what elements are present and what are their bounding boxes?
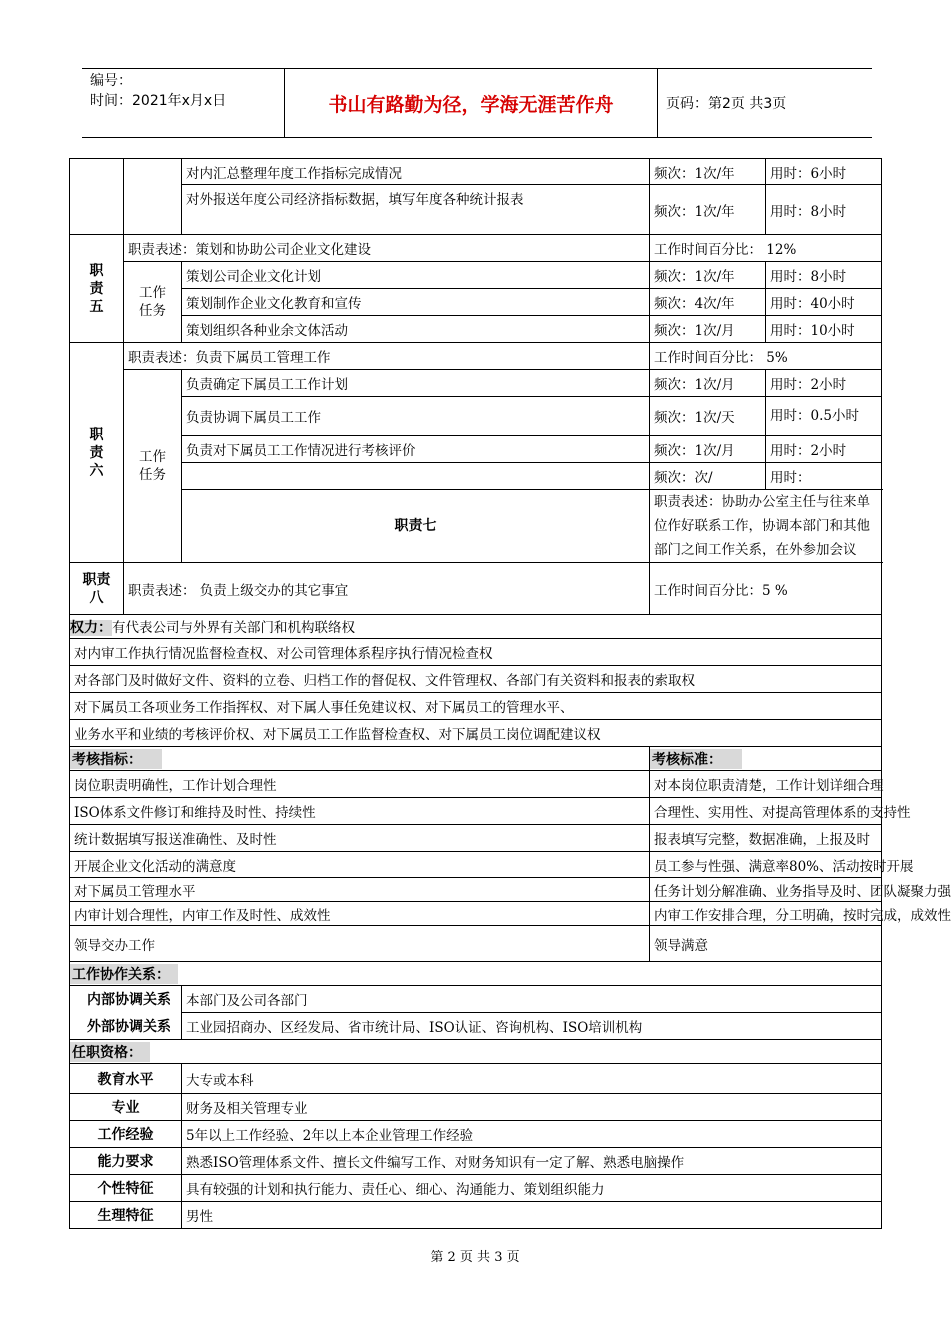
cooperation-value: 工业园招商办、区经发局、省市统计局、ISO认证、咨询机构、ISO培训机构 (182, 1013, 882, 1040)
table-row (70, 1175, 882, 1202)
page-header (82, 68, 872, 138)
task-time: 用时： (766, 463, 882, 490)
task-text: 策划组织各种业余文体活动 (182, 316, 650, 343)
cooperation-value: 本部门及公司各部门 (182, 986, 882, 1013)
table-row (70, 262, 882, 289)
authority-line: 对下属员工各项业务工作指挥权、对下属人事任免建议权、对下属员工的管理水平、 (70, 693, 882, 720)
table-row (70, 666, 882, 693)
duty-description: 职责表述：策划和协助公司企业文化建设 (124, 235, 650, 262)
assessment-standard: 员工参与性强、满意率80%、活动按时开展 (650, 852, 882, 878)
table-row (70, 926, 882, 962)
task-time: 用时：10小时 (766, 316, 882, 343)
table-row (70, 289, 882, 316)
table-row (70, 1064, 882, 1094)
table-row (70, 397, 882, 436)
table-row (70, 1121, 882, 1148)
table-row (70, 235, 882, 262)
table-row (70, 370, 882, 397)
table-row (70, 693, 882, 720)
assessment-indicator: ISO体系文件修订和维持及时性、持续性 (70, 798, 650, 825)
indicator-header-cell (70, 747, 650, 771)
authority-line: 对内审工作执行情况监督检查权、对公司管理体系程序执行情况检查权 (70, 639, 882, 666)
task-text: 策划公司企业文化计划 (182, 262, 650, 289)
table-row (70, 316, 882, 343)
qualification-value: 熟悉ISO管理体系文件、擅长文件编写工作、对财务知识有一定了解、熟悉电脑操作 (182, 1148, 882, 1175)
duty-description: 职责表述：协助办公室主任与往来单位作好联系工作，协调本部门和其他部门之间工作关系，在外参加会议 (650, 490, 882, 563)
task-frequency: 频次：次/ (650, 463, 766, 490)
duty-label: 职责八 (70, 563, 124, 615)
task-time: 用时：6小时 (766, 159, 882, 185)
assessment-standard: 领导满意 (650, 926, 882, 962)
qualification-value: 具有较强的计划和执行能力、责任心、细心、沟通能力、策划组织能力 (182, 1175, 882, 1202)
qualification-value: 5年以上工作经验、2年以上本企业管理工作经验 (182, 1121, 882, 1148)
task-text: 对内汇总整理年度工作指标完成情况 (182, 159, 650, 185)
duty-percent: 工作时间百分比： 12% (650, 235, 882, 262)
table-row (70, 747, 882, 771)
table-row (70, 490, 882, 563)
table-row (70, 825, 882, 852)
task-text: 负责确定下属员工工作计划 (182, 370, 650, 397)
task-frequency: 频次：4次/年 (650, 289, 766, 316)
task-frequency: 频次：1次/月 (650, 316, 766, 343)
table-row (70, 1040, 882, 1064)
table-row (70, 343, 882, 370)
authority-first: 有代表公司与外界有关部门和机构联络权 (112, 620, 355, 636)
table-row (70, 878, 882, 902)
assessment-indicator: 统计数据填写报送准确性、及时性 (70, 825, 650, 852)
duty-label: 职责五 (70, 235, 124, 343)
standard-title: 考核标准： (650, 749, 742, 769)
qualification-header-cell (70, 1040, 882, 1064)
assessment-indicator: 开展企业文化活动的满意度 (70, 852, 650, 878)
table-row (70, 563, 882, 615)
table-row (70, 1094, 882, 1121)
table-row (70, 1013, 882, 1040)
table-row (70, 639, 882, 666)
qualification-label: 工作经验 (70, 1121, 182, 1148)
table-row (70, 615, 882, 639)
header-motto: 书山有路勤为径，学海无涯苦作舟 (284, 69, 658, 137)
task-time: 用时：2小时 (766, 370, 882, 397)
qualification-label: 专业 (70, 1094, 182, 1121)
cooperation-label: 外部协调关系 (70, 1013, 182, 1040)
qualification-value: 财务及相关管理专业 (182, 1094, 882, 1121)
duty-label: 职责七 (182, 490, 650, 563)
task-text: 负责协调下属员工工作 (182, 397, 650, 436)
table-row (70, 1148, 882, 1175)
duty-description: 职责表述：负责下属员工管理工作 (124, 343, 650, 370)
qualification-value: 大专或本科 (182, 1064, 882, 1094)
assessment-indicator: 对下属员工管理水平 (70, 878, 650, 902)
qualification-label: 生理特征 (70, 1202, 182, 1229)
table-row (70, 852, 882, 878)
assessment-standard: 对本岗位职责清楚，工作计划详细合理 (650, 771, 882, 798)
table-row (70, 962, 882, 986)
qualification-label: 能力要求 (70, 1148, 182, 1175)
table-row (70, 798, 882, 825)
qualification-value: 男性 (182, 1202, 882, 1229)
task-time: 用时：8小时 (766, 262, 882, 289)
cooperation-title: 工作协作关系： (70, 964, 178, 984)
assessment-standard: 任务计划分解准确、业务指导及时、团队凝聚力强 (650, 878, 882, 902)
task-frequency: 频次：1次/月 (650, 436, 766, 463)
table-row (70, 159, 882, 185)
task-time: 用时：0.5小时 (766, 397, 882, 436)
task-text: 策划制作企业文化教育和宣传 (182, 289, 650, 316)
assessment-standard: 合理性、实用性、对提高管理体系的支持性 (650, 798, 882, 825)
job-description-table (69, 158, 951, 1229)
table-row (70, 463, 882, 490)
header-meta (90, 71, 226, 111)
qualification-title: 任职资格： (70, 1042, 150, 1062)
header-page-label: 页码：第2页 共3页 (666, 96, 787, 112)
table-row (70, 436, 882, 463)
task-frequency: 频次：1次/月 (650, 370, 766, 397)
time-label: 时间：2021年x月x日 (90, 93, 227, 109)
task-frequency: 频次：1次/年 (650, 262, 766, 289)
task-frequency: 频次：1次/年 (650, 185, 766, 235)
authority-line: 对各部门及时做好文件、资料的立卷、归档工作的督促权、文件管理权、各部门有关资料和报表的索取权 (70, 666, 882, 693)
table-row (70, 902, 882, 926)
table-row (70, 1202, 882, 1229)
table-row (70, 986, 882, 1013)
table-row (70, 720, 882, 747)
task-text (182, 463, 650, 490)
task-time: 用时：2小时 (766, 436, 882, 463)
task-time: 用时：8小时 (766, 185, 882, 235)
authority-line: 业务水平和业绩的考核评价权、对下属员工工作监督检查权、对下属员工岗位调配建议权 (70, 720, 882, 747)
assessment-standard: 报表填写完整，数据准确，上报及时 (650, 825, 882, 852)
task-frequency: 频次：1次/年 (650, 159, 766, 185)
page-footer: 第 2 页 共 3 页 (430, 1250, 520, 1265)
number-label: 编号： (90, 73, 132, 89)
table-row (70, 771, 882, 798)
duty-percent: 工作时间百分比：5 % (650, 563, 882, 615)
indicator-title: 考核指标： (70, 749, 162, 769)
cooperation-header-cell (70, 962, 882, 986)
task-frequency: 频次：1次/天 (650, 397, 766, 436)
qualification-label: 个性特征 (70, 1175, 182, 1202)
standard-header-cell (650, 747, 882, 771)
assessment-indicator: 内审计划合理性，内审工作及时性、成效性 (70, 902, 650, 926)
task-time: 用时：40小时 (766, 289, 882, 316)
assessment-indicator: 领导交办工作 (70, 926, 650, 962)
qualification-label: 教育水平 (70, 1064, 182, 1094)
task-label: 工作任务 (124, 370, 182, 563)
duty-description: 职责表述： 负责上级交办的其它事宜 (124, 563, 650, 615)
assessment-standard: 内审工作安排合理，分工明确，按时完成，成效性 (650, 902, 882, 926)
cooperation-label: 内部协调关系 (70, 986, 182, 1013)
duty-label: 职责六 (70, 343, 124, 563)
duty-percent: 工作时间百分比： 5% (650, 343, 882, 370)
authority-title: 权力： (70, 620, 112, 636)
task-text: 对外报送年度公司经济指标数据，填写年度各种统计报表 (182, 185, 650, 235)
task-label: 工作任务 (124, 262, 182, 343)
table-row (70, 185, 882, 235)
authority-first-line (70, 615, 882, 639)
task-text: 负责对下属员工工作情况进行考核评价 (182, 436, 650, 463)
duty-label-cell (70, 159, 124, 235)
assessment-indicator: 岗位职责明确性，工作计划合理性 (70, 771, 650, 798)
task-label-cell (124, 159, 182, 235)
